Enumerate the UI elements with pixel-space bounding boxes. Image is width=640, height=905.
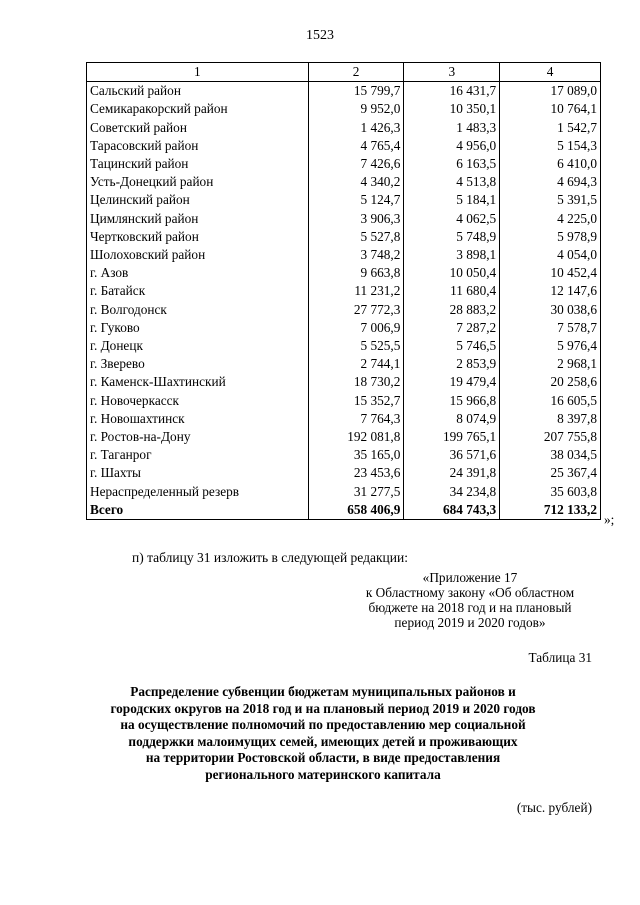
value-2018-cell: 1 426,3 bbox=[308, 119, 404, 137]
value-2020-cell: 10 764,1 bbox=[500, 100, 601, 118]
appendix-line: «Приложение 17 bbox=[422, 570, 518, 585]
value-2018-cell: 5 124,7 bbox=[308, 191, 404, 209]
value-2020-cell: 4 054,0 bbox=[500, 246, 601, 264]
value-2019-cell: 3 898,1 bbox=[404, 246, 500, 264]
table-header-row bbox=[87, 63, 601, 82]
value-2020-cell: 8 397,8 bbox=[500, 410, 601, 428]
appendix-reference bbox=[345, 570, 595, 630]
table-row bbox=[87, 173, 601, 191]
value-2019-cell: 5 748,9 bbox=[404, 228, 500, 246]
value-2020-cell: 12 147,6 bbox=[500, 282, 601, 300]
value-2020-cell: 207 755,8 bbox=[500, 428, 601, 446]
table-row bbox=[87, 428, 601, 446]
territory-name-cell: г. Донецк bbox=[87, 337, 309, 355]
table-row bbox=[87, 373, 601, 391]
territory-name-cell: Чертковский район bbox=[87, 228, 309, 246]
territory-name-cell: г. Зверево bbox=[87, 355, 309, 373]
table-row bbox=[87, 410, 601, 428]
value-2018-cell: 23 453,6 bbox=[308, 464, 404, 482]
value-2020-cell: 30 038,6 bbox=[500, 301, 601, 319]
value-2019-cell: 15 966,8 bbox=[404, 392, 500, 410]
title-line: городских округов на 2018 год и на плановый период 2019 и 2020 годов bbox=[110, 700, 536, 716]
value-2018-cell: 7 426,6 bbox=[308, 155, 404, 173]
table-body bbox=[87, 82, 601, 520]
title-line: регионального материнского капитала bbox=[205, 766, 441, 782]
value-2018-cell: 5 525,5 bbox=[308, 337, 404, 355]
title-line: на осуществление полномочий по предоставлению мер социальной bbox=[120, 717, 526, 733]
value-2020-cell: 35 603,8 bbox=[500, 483, 601, 501]
territory-name-cell: г. Гуково bbox=[87, 319, 309, 337]
territory-name-cell: г. Ростов-на-Дону bbox=[87, 428, 309, 446]
value-2018-cell: 9 663,8 bbox=[308, 264, 404, 282]
value-2018-cell: 4 340,2 bbox=[308, 173, 404, 191]
table-row bbox=[87, 464, 601, 482]
table-number: Таблица 31 bbox=[528, 650, 592, 665]
territory-name-cell: Усть-Донецкий район bbox=[87, 173, 309, 191]
value-2020-cell: 10 452,4 bbox=[500, 264, 601, 282]
value-2018-cell: 18 730,2 bbox=[308, 373, 404, 391]
title-line: на территории Ростовской области, в виде предоставления bbox=[145, 750, 501, 766]
table-title bbox=[68, 684, 578, 784]
closing-quote-mark: »; bbox=[604, 512, 615, 527]
value-2019-cell: 5 746,5 bbox=[404, 337, 500, 355]
table-row bbox=[87, 301, 601, 319]
value-2019-cell: 8 074,9 bbox=[404, 410, 500, 428]
value-2019-cell: 5 184,1 bbox=[404, 191, 500, 209]
value-2018-cell: 7 764,3 bbox=[308, 410, 404, 428]
value-2019-cell: 199 765,1 bbox=[404, 428, 500, 446]
value-2020-cell: 4 225,0 bbox=[500, 210, 601, 228]
value-2020-cell: 7 578,7 bbox=[500, 319, 601, 337]
territory-name-cell: Целинский район bbox=[87, 191, 309, 209]
value-2020-cell: 1 542,7 bbox=[500, 119, 601, 137]
value-2019-cell: 19 479,4 bbox=[404, 373, 500, 391]
value-2018-cell: 2 744,1 bbox=[308, 355, 404, 373]
column-header-2: 2 bbox=[308, 63, 404, 82]
value-2020-cell: 2 968,1 bbox=[500, 355, 601, 373]
territory-name-cell: г. Новошахтинск bbox=[87, 410, 309, 428]
territory-name-cell: г. Новочеркасск bbox=[87, 392, 309, 410]
territory-name-cell: г. Батайск bbox=[87, 282, 309, 300]
value-2018-cell: 15 352,7 bbox=[308, 392, 404, 410]
value-2018-cell: 15 799,7 bbox=[308, 82, 404, 101]
territory-name-cell: г. Каменск-Шахтинский bbox=[87, 373, 309, 391]
table-row bbox=[87, 337, 601, 355]
territory-name-cell: г. Шахты bbox=[87, 464, 309, 482]
value-2018-cell: 35 165,0 bbox=[308, 446, 404, 464]
territory-name-cell: Семикаракорский район bbox=[87, 100, 309, 118]
title-line: поддержки малоимущих семей, имеющих детей и проживающих bbox=[128, 733, 518, 749]
table-row bbox=[87, 100, 601, 118]
territory-name-cell: Нераспределенный резерв bbox=[87, 483, 309, 501]
value-2019-cell: 4 513,8 bbox=[404, 173, 500, 191]
value-2020-cell: 5 978,9 bbox=[500, 228, 601, 246]
value-2018-cell: 3 906,3 bbox=[308, 210, 404, 228]
value-2019-cell: 11 680,4 bbox=[404, 282, 500, 300]
value-2020-cell: 5 154,3 bbox=[500, 137, 601, 155]
table-row bbox=[87, 82, 601, 101]
value-2018-cell: 9 952,0 bbox=[308, 100, 404, 118]
value-2018-cell: 3 748,2 bbox=[308, 246, 404, 264]
value-2019-cell: 10 350,1 bbox=[404, 100, 500, 118]
value-2020-cell: 38 034,5 bbox=[500, 446, 601, 464]
territory-name-cell: г. Таганрог bbox=[87, 446, 309, 464]
value-2018-cell: 192 081,8 bbox=[308, 428, 404, 446]
value-2019-cell: 6 163,5 bbox=[404, 155, 500, 173]
column-header-3: 3 bbox=[404, 63, 500, 82]
table-row bbox=[87, 137, 601, 155]
instruction-text: п) таблицу 31 изложить в следующей редакции: bbox=[132, 550, 408, 565]
value-2020-cell: 6 410,0 bbox=[500, 155, 601, 173]
value-2019-cell: 16 431,7 bbox=[404, 82, 500, 101]
table-row bbox=[87, 446, 601, 464]
value-2018-cell: 5 527,8 bbox=[308, 228, 404, 246]
territory-name-cell: Тацинский район bbox=[87, 155, 309, 173]
value-2020-cell: 5 391,5 bbox=[500, 191, 601, 209]
appendix-line: к Областному закону «Об областном bbox=[365, 585, 575, 600]
table-row bbox=[87, 355, 601, 373]
value-2019-cell: 28 883,2 bbox=[404, 301, 500, 319]
value-2018-cell: 4 765,4 bbox=[308, 137, 404, 155]
table-row bbox=[87, 210, 601, 228]
territory-name-cell: Советский район bbox=[87, 119, 309, 137]
page-number: 1523 bbox=[306, 28, 334, 43]
territory-name-cell: г. Азов bbox=[87, 264, 309, 282]
column-header-4: 4 bbox=[500, 63, 601, 82]
territory-name-cell: Сальский район bbox=[87, 82, 309, 101]
column-header-1: 1 bbox=[87, 63, 309, 82]
value-2020-cell: 17 089,0 bbox=[500, 82, 601, 101]
value-2020-cell: 4 694,3 bbox=[500, 173, 601, 191]
table-row bbox=[87, 228, 601, 246]
value-2020-cell: 20 258,6 bbox=[500, 373, 601, 391]
appendix-line: период 2019 и 2020 годов» bbox=[394, 615, 546, 630]
table-row bbox=[87, 282, 601, 300]
table-row bbox=[87, 155, 601, 173]
territory-name-cell: г. Волгодонск bbox=[87, 301, 309, 319]
value-2019-cell: 34 234,8 bbox=[404, 483, 500, 501]
value-2019-cell: 4 062,5 bbox=[404, 210, 500, 228]
value-2019-cell: 7 287,2 bbox=[404, 319, 500, 337]
value-2019-cell: 10 050,4 bbox=[404, 264, 500, 282]
value-2018-cell: 658 406,9 bbox=[308, 501, 404, 520]
units-label: (тыс. рублей) bbox=[516, 800, 592, 815]
value-2018-cell: 11 231,2 bbox=[308, 282, 404, 300]
territory-name-cell: Всего bbox=[87, 501, 309, 520]
value-2018-cell: 27 772,3 bbox=[308, 301, 404, 319]
table-total-row bbox=[87, 501, 601, 520]
table-row bbox=[87, 119, 601, 137]
title-line: Распределение субвенции бюджетам муниципальных районов и bbox=[130, 684, 516, 699]
value-2020-cell: 16 605,5 bbox=[500, 392, 601, 410]
territory-name-cell: Тарасовский район bbox=[87, 137, 309, 155]
table-row bbox=[87, 246, 601, 264]
value-2018-cell: 31 277,5 bbox=[308, 483, 404, 501]
value-2020-cell: 5 976,4 bbox=[500, 337, 601, 355]
table-row bbox=[87, 191, 601, 209]
table-row bbox=[87, 319, 601, 337]
value-2019-cell: 684 743,3 bbox=[404, 501, 500, 520]
value-2019-cell: 2 853,9 bbox=[404, 355, 500, 373]
value-2020-cell: 712 133,2 bbox=[500, 501, 601, 520]
value-2019-cell: 36 571,6 bbox=[404, 446, 500, 464]
appendix-line: бюджете на 2018 год и на плановый bbox=[368, 600, 572, 615]
value-2019-cell: 4 956,0 bbox=[404, 137, 500, 155]
value-2019-cell: 1 483,3 bbox=[404, 119, 500, 137]
table-row bbox=[87, 264, 601, 282]
subvention-table bbox=[86, 62, 601, 520]
table-row bbox=[87, 483, 601, 501]
value-2019-cell: 24 391,8 bbox=[404, 464, 500, 482]
value-2020-cell: 25 367,4 bbox=[500, 464, 601, 482]
territory-name-cell: Цимлянский район bbox=[87, 210, 309, 228]
territory-name-cell: Шолоховский район bbox=[87, 246, 309, 264]
table-row bbox=[87, 392, 601, 410]
value-2018-cell: 7 006,9 bbox=[308, 319, 404, 337]
